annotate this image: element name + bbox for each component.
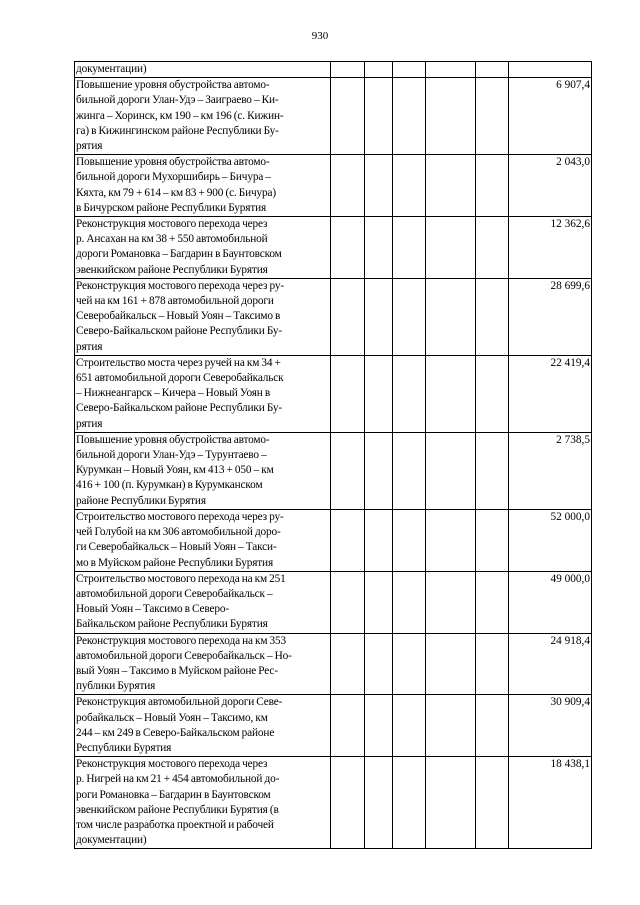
- description-line: бильной дороги Улан-Удэ – Турунтаево –: [76, 449, 267, 462]
- empty-cell: [331, 571, 365, 633]
- description-line: публики Бурятия: [76, 680, 156, 693]
- description-line: районе Республики Бурятия: [76, 494, 206, 507]
- empty-cell: [365, 78, 393, 155]
- description-line: р. Нигрей на км 21 + 454 автомобильной до-: [76, 773, 280, 786]
- description-line: документации): [76, 834, 147, 847]
- empty-cell: [393, 155, 426, 217]
- description-line: Реконструкция автомобильной дороги Севе-: [76, 696, 283, 709]
- project-description: [75, 278, 331, 355]
- empty-cell: [365, 155, 393, 217]
- project-description: [75, 571, 331, 633]
- table-row: [75, 757, 592, 849]
- empty-cell: [365, 571, 393, 633]
- description-line: Северо-Байкальском районе Республики Бу-: [76, 325, 282, 338]
- project-description: [75, 155, 331, 217]
- description-line: Строительство мостового перехода через ру-: [76, 510, 284, 523]
- description-line: жинга – Хоринск, км 190 – км 196 (с. Кижин-: [76, 109, 284, 122]
- description-line: эвенкийском районе Республики Бурятия: [76, 263, 268, 276]
- empty-cell: [331, 278, 365, 355]
- description-line: Реконструкция мостового перехода через: [76, 758, 268, 771]
- description-line: документации): [76, 63, 147, 75]
- amount-cell: 18 438,1: [509, 757, 592, 849]
- description-line: рятия: [76, 340, 103, 353]
- description-line: том числе разработка проектной и рабочей: [76, 818, 274, 831]
- description-line: Республики Бурятия: [76, 741, 172, 754]
- empty-cell: [393, 78, 426, 155]
- description-line: Байкальском районе Республики Бурятия: [76, 618, 268, 631]
- project-description: [75, 217, 331, 279]
- empty-cell: [426, 571, 476, 633]
- empty-cell: [426, 62, 476, 78]
- empty-cell: [393, 217, 426, 279]
- description-line: дороги Романовка – Багдарин в Баунтовском: [76, 248, 282, 261]
- description-line: Строительство мостового перехода на км 251: [76, 572, 286, 585]
- description-line: бильной дороги Мухоршибирь – Бичура –: [76, 171, 271, 184]
- empty-cell: [426, 633, 476, 695]
- description-line: Повышение уровня обустройства автомо-: [76, 433, 270, 446]
- empty-cell: [393, 509, 426, 571]
- table-body: [75, 62, 592, 849]
- description-line: вый Уоян – Таксимо в Муйском районе Рес-: [76, 664, 278, 677]
- description-line: га) в Кижингинском районе Республики Бу-: [76, 124, 279, 137]
- empty-cell: [331, 695, 365, 757]
- budget-table: [74, 61, 592, 849]
- table-row: [75, 432, 592, 509]
- table-row: [75, 509, 592, 571]
- description-line: рятия: [76, 140, 103, 153]
- empty-cell: [426, 432, 476, 509]
- empty-cell: [476, 217, 509, 279]
- empty-cell: [365, 217, 393, 279]
- project-description: [75, 432, 331, 509]
- empty-cell: [393, 757, 426, 849]
- description-line: автомобильной дороги Северобайкальск – Но-: [76, 649, 292, 662]
- empty-cell: [476, 633, 509, 695]
- description-line: 651 автомобильной дороги Северобайкальск: [76, 372, 284, 385]
- description-line: Реконструкция мостового перехода через: [76, 218, 268, 231]
- description-line: ги Северобайкальск – Новый Уоян – Такси-: [76, 541, 277, 554]
- empty-cell: [331, 509, 365, 571]
- amount-cell: 2 043,0: [509, 155, 592, 217]
- empty-cell: [476, 757, 509, 849]
- description-line: Курумкан – Новый Уоян, км 413 + 050 – км: [76, 464, 274, 477]
- project-description: [75, 78, 331, 155]
- table-row: [75, 62, 592, 78]
- empty-cell: [426, 155, 476, 217]
- empty-cell: [365, 757, 393, 849]
- description-line: чей Голубой на км 306 автомобильной доро-: [76, 526, 281, 539]
- empty-cell: [365, 355, 393, 432]
- table-row: [75, 278, 592, 355]
- description-line: – Нижнеангарск – Кичера – Новый Уоян в: [76, 387, 271, 400]
- empty-cell: [476, 571, 509, 633]
- description-line: мо в Муйском районе Республики Бурятия: [76, 556, 273, 569]
- empty-cell: [331, 217, 365, 279]
- empty-cell: [393, 695, 426, 757]
- empty-cell: [426, 217, 476, 279]
- empty-cell: [393, 571, 426, 633]
- project-description: [75, 62, 331, 78]
- amount-cell: 49 000,0: [509, 571, 592, 633]
- empty-cell: [426, 695, 476, 757]
- table-row: [75, 217, 592, 279]
- description-line: эвенкийском районе Республики Бурятия (в: [76, 803, 279, 816]
- amount-cell: 28 699,6: [509, 278, 592, 355]
- empty-cell: [393, 278, 426, 355]
- empty-cell: [365, 509, 393, 571]
- empty-cell: [331, 633, 365, 695]
- empty-cell: [426, 509, 476, 571]
- description-line: робайкальск – Новый Уоян – Таксимо, км: [76, 711, 268, 724]
- description-line: роги Романовка – Багдарин в Баунтовском: [76, 788, 271, 801]
- empty-cell: [426, 78, 476, 155]
- empty-cell: [365, 278, 393, 355]
- empty-cell: [476, 278, 509, 355]
- description-line: Северобайкальск – Новый Уоян – Таксимо в: [76, 310, 281, 323]
- description-line: Повышение уровня обустройства автомо-: [76, 156, 270, 169]
- amount-cell: 24 918,4: [509, 633, 592, 695]
- empty-cell: [393, 62, 426, 78]
- empty-cell: [426, 278, 476, 355]
- description-line: Реконструкция мостового перехода через ру-: [76, 279, 284, 292]
- table-row: [75, 633, 592, 695]
- amount-cell: 12 362,6: [509, 217, 592, 279]
- amount-cell: 52 000,0: [509, 509, 592, 571]
- empty-cell: [476, 695, 509, 757]
- empty-cell: [393, 633, 426, 695]
- description-line: Строительство моста через ручей на км 34 +: [76, 356, 281, 369]
- description-line: 244 – км 249 в Северо-Байкальском районе: [76, 726, 275, 739]
- project-description: [75, 695, 331, 757]
- empty-cell: [331, 432, 365, 509]
- amount-cell: 6 907,4: [509, 78, 592, 155]
- empty-cell: [393, 355, 426, 432]
- amount-cell: 2 738,5: [509, 432, 592, 509]
- description-line: Кяхта, км 79 + 614 – км 83 + 900 (с. Бичура): [76, 186, 277, 199]
- empty-cell: [365, 695, 393, 757]
- empty-cell: [331, 355, 365, 432]
- empty-cell: [331, 62, 365, 78]
- empty-cell: [365, 62, 393, 78]
- empty-cell: [476, 355, 509, 432]
- empty-cell: [426, 355, 476, 432]
- table-row: [75, 571, 592, 633]
- empty-cell: [365, 633, 393, 695]
- amount-cell: 30 909,4: [509, 695, 592, 757]
- empty-cell: [365, 432, 393, 509]
- description-line: Новый Уоян – Таксимо в Северо-: [76, 603, 230, 616]
- table-row: [75, 78, 592, 155]
- description-line: Северо-Байкальском районе Республики Бу-: [76, 402, 282, 415]
- description-line: бильной дороги Улан-Удэ – Заиграево – Ки-: [76, 94, 279, 107]
- empty-cell: [476, 78, 509, 155]
- description-line: р. Ансахан на км 38 + 550 автомобильной: [76, 233, 268, 246]
- empty-cell: [331, 78, 365, 155]
- description-line: 416 + 100 (п. Курумкан) в Курумканском: [76, 479, 263, 492]
- table-row: [75, 355, 592, 432]
- table-row: [75, 155, 592, 217]
- description-line: в Бичурском районе Республики Бурятия: [76, 201, 267, 214]
- description-line: автомобильной дороги Северобайкальск –: [76, 587, 273, 600]
- project-description: [75, 509, 331, 571]
- empty-cell: [331, 757, 365, 849]
- empty-cell: [476, 509, 509, 571]
- project-description: [75, 355, 331, 432]
- project-description: [75, 633, 331, 695]
- empty-cell: [476, 62, 509, 78]
- amount-cell: 22 419,4: [509, 355, 592, 432]
- project-description: [75, 757, 331, 849]
- empty-cell: [476, 155, 509, 217]
- empty-cell: [393, 432, 426, 509]
- amount-cell: [509, 62, 592, 78]
- table-row: [75, 695, 592, 757]
- description-line: рятия: [76, 417, 103, 430]
- empty-cell: [476, 432, 509, 509]
- empty-cell: [426, 757, 476, 849]
- page-number: 930: [311, 30, 329, 42]
- description-line: Реконструкция мостового перехода на км 353: [76, 634, 287, 647]
- empty-cell: [331, 155, 365, 217]
- description-line: чей на км 161 + 878 автомобильной дороги: [76, 295, 274, 308]
- description-line: Повышение уровня обустройства автомо-: [76, 79, 270, 92]
